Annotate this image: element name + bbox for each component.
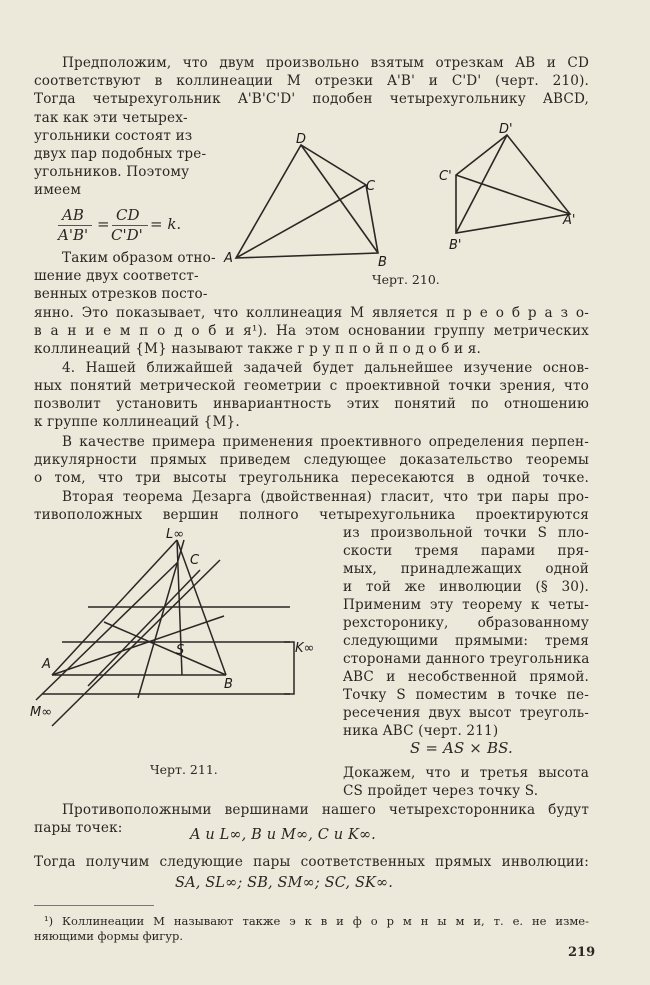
formula-s: S = AS × BS. xyxy=(410,739,513,757)
text-line: Тогда четырехугольник A'B'C'D' подобен четырехугольнику ABCD, xyxy=(34,91,589,107)
text-line: тивоположных вершин полного четырехугольника проектируются xyxy=(34,507,589,523)
line-m-3 xyxy=(88,570,200,686)
text-line: следующими прямыми: тремя xyxy=(343,633,589,649)
text-line: Докажем, что и третья высота xyxy=(343,765,589,781)
diagonal-b2d2 xyxy=(456,135,507,233)
label-k-infinity: K∞ xyxy=(295,641,315,656)
text-line: и той же инволюции (§ 30). xyxy=(343,579,589,595)
altitude-bs xyxy=(104,622,226,675)
text-line: ресечения двух высот треуголь- xyxy=(343,705,589,721)
footnote-line: няющими формы фигур. xyxy=(34,929,184,943)
text-line: Тогда получим следующие пары соответственных прямых инволюции: xyxy=(34,854,589,870)
text-line: коллинеаций {M} называют также г р у п п о й п о д о б и я. xyxy=(34,341,481,357)
text-line: ника ABC (черт. 211) xyxy=(343,723,499,739)
label-d-prime: D' xyxy=(499,122,513,137)
text-line: мых, принадлежащих одной xyxy=(343,561,589,577)
formula-vertex-pairs: A и L∞, B и M∞, C и K∞. xyxy=(190,827,376,843)
text-line: угольники состоят из xyxy=(34,128,193,144)
label-a-prime: A' xyxy=(563,213,576,228)
text-line: угольников. Поэтому xyxy=(34,164,190,180)
numerator-ab: AB xyxy=(62,206,84,224)
text-line: Предположим, что двум произвольно взятым отрезкам AB и CD xyxy=(62,55,589,71)
diagonal-bd xyxy=(301,145,378,253)
figure-210 xyxy=(220,112,600,272)
quadrilateral-a2b2c2d2 xyxy=(456,135,570,233)
label-d: D xyxy=(296,132,307,147)
text-line: Вторая теорема Дезарга (двойственная) гласит, что три пары про- xyxy=(62,489,589,505)
denominator-cd: C'D' xyxy=(111,226,143,244)
text-line: соответствуют в коллинеации M отрезки A'B' и C'D' (черт. 210). xyxy=(34,73,589,89)
label-a: A xyxy=(224,251,233,266)
figure-211-caption: Черт. 211. xyxy=(150,762,218,777)
footnote-line: ¹) Коллинеации M называют также э к в и ф о р м н ы м и, т. е. не изме- xyxy=(44,914,589,928)
text-line: Применим эту теорему к четы- xyxy=(343,597,589,613)
text-line: дикулярности прямых приведем следующее доказательство теоремы xyxy=(34,452,589,468)
equals-sign: = xyxy=(97,215,110,233)
figure-211 xyxy=(28,518,338,743)
text-line: скости тремя парами пря- xyxy=(343,543,589,559)
equals-k: = k. xyxy=(150,215,182,233)
footnote-rule xyxy=(34,905,154,906)
figure-210-caption: Черт. 210. xyxy=(372,272,440,287)
label-c-prime: C' xyxy=(439,169,452,184)
bracket-k xyxy=(284,642,294,694)
text-line: шение двух соответст- xyxy=(34,268,199,284)
numerator-cd: CD xyxy=(116,206,140,224)
label-c: C xyxy=(366,179,376,194)
text-line: так как эти четырех- xyxy=(34,110,188,126)
label-b: B xyxy=(224,677,233,692)
text-line: Таким образом отно- xyxy=(62,250,216,266)
quadrilateral-abcd xyxy=(236,145,378,258)
formula-involution-pairs: SA, SL∞; SB, SM∞; SC, SK∞. xyxy=(175,875,394,891)
text-line: пары точек: xyxy=(34,820,123,836)
line-m-2 xyxy=(36,562,178,700)
diagonal-a2c2 xyxy=(456,175,570,214)
text-line: ABC и несобственной прямой. xyxy=(343,669,589,685)
label-l-infinity: L∞ xyxy=(166,527,185,542)
text-line: рехсторонику, образованному xyxy=(343,615,589,631)
text-line: о том, что три высоты треугольника пересекаются в одной точке. xyxy=(34,470,589,486)
altitude-as xyxy=(52,616,224,675)
text-line: янно. Это показывает, что коллинеация M является п р е о б р а з о- xyxy=(34,305,589,321)
text-line: В качестве примера применения проективного определения перпен- xyxy=(62,434,589,450)
label-a: A xyxy=(42,657,51,672)
text-line: в а н и е м п о д о б и я¹). На этом основании группу метрических xyxy=(34,323,589,339)
text-line: венных отрезков посто- xyxy=(34,286,208,302)
label-m-infinity: M∞ xyxy=(30,705,53,720)
text-line: к группе коллинеаций {M}. xyxy=(34,414,240,430)
text-line: имеем xyxy=(34,182,82,198)
text-line: Противоположными вершинами нашего четырехсторонника будут xyxy=(62,802,589,818)
page-number: 219 xyxy=(568,945,596,960)
text-line: позволит установить инвариантность этих понятий по отношению xyxy=(34,396,589,412)
text-line: из произвольной точки S пло- xyxy=(343,525,589,541)
text-line: CS пройдет через точку S. xyxy=(343,783,539,799)
text-line: Точку S поместим в точке пе- xyxy=(343,687,589,703)
diagonal-ac xyxy=(236,185,366,258)
label-b-prime: B' xyxy=(449,238,462,253)
label-c: C xyxy=(190,553,200,568)
label-s: S xyxy=(176,643,185,658)
denominator-ab: A'B' xyxy=(58,226,89,244)
text-line: 4. Нашей ближайшей задачей будет дальнейшее изучение основ- xyxy=(62,360,589,376)
text-line: двух пар подобных тре- xyxy=(34,146,207,162)
label-b: B xyxy=(378,255,387,270)
text-line: ных понятий метрической геометрии с проективной точки зрения, что xyxy=(34,378,589,394)
text-line: сторонами данного треугольника xyxy=(343,651,590,667)
